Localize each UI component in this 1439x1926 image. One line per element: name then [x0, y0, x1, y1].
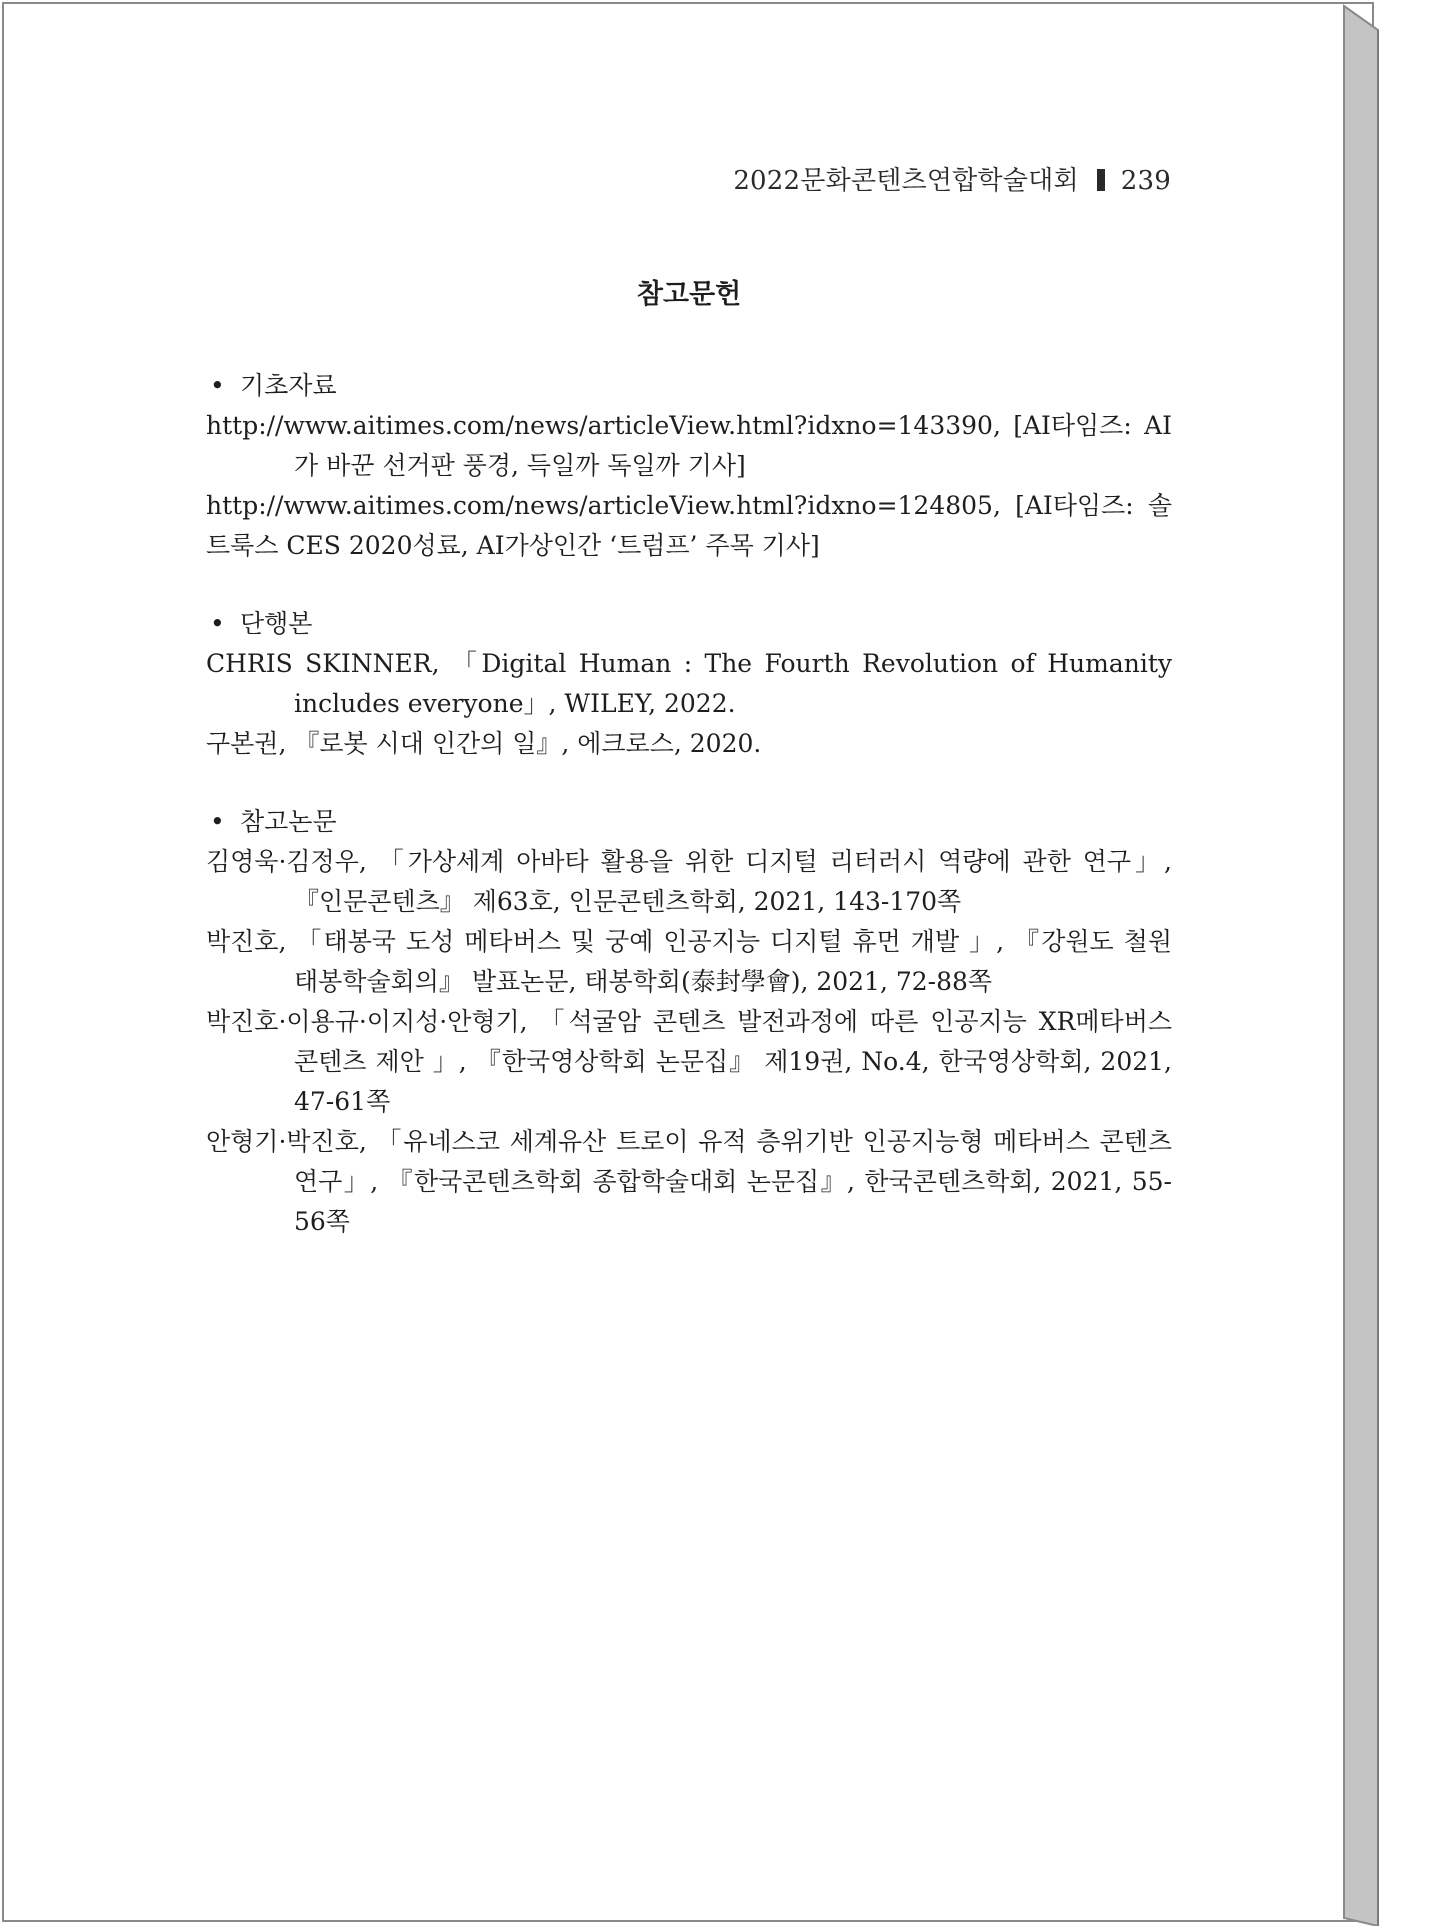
- reference-entry: CHRIS SKINNER, 「Digital Human : The Fourth Revolution of Humanity includes everyone」, WILEY, 2022.: [206, 649, 1172, 718]
- page-title: 참고문헌: [636, 279, 742, 310]
- section-heading: [210, 366, 1172, 406]
- reference-entry: 안형기·박진호, 「유네스코 세계유산 트로이 유적 층위기반 인공지능형 메타버스 콘텐츠 연구」, 『한국콘텐츠학회 종합학술대회 논문집』, 한국콘텐츠학회, 2021, 55-56쪽: [206, 1127, 1172, 1236]
- section-heading-text: 단행본: [240, 609, 313, 638]
- bullet-icon: •: [210, 609, 225, 638]
- bullet-icon: •: [210, 807, 225, 836]
- running-header: [733, 160, 1171, 197]
- reference-entry: 박진호·이용규·이지성·안형기, 「석굴암 콘텐츠 발전과정에 따른 인공지능 XR메타버스 콘텐츠 제안 」, 『한국영상학회 논문집』 제19권, No.4, 한국영상학회, 2021, 47-61쪽: [206, 1007, 1172, 1116]
- section-primary-sources: [206, 366, 1172, 566]
- section-papers: [206, 802, 1172, 1242]
- bullet-icon: •: [210, 371, 225, 400]
- section-heading-text: 참고논문: [240, 807, 337, 836]
- section-books: [206, 604, 1172, 764]
- references-body: [206, 366, 1172, 1280]
- reference-entry: 박진호, 「태봉국 도성 메타버스 및 궁예 인공지능 디지털 휴먼 개발 」, 『강원도 철원 태봉학술회의』 발표논문, 태봉학회(泰封學會), 2021, 72-88쪽: [206, 927, 1172, 996]
- section-heading: [210, 604, 1172, 644]
- page-number: 239: [1120, 166, 1171, 196]
- reference-entry: http://www.aitimes.com/news/articleView.html?idxno=124805, [AI타임즈: 솔트룩스 CES 2020성료, AI가상인간 ‘트럼프’ 주목 기사]: [206, 491, 1172, 560]
- running-title: 2022문화콘텐츠연합학술대회: [733, 166, 1079, 196]
- reference-entry: 구본권, 『로봇 시대 인간의 일』, 에크로스, 2020.: [206, 729, 762, 758]
- reference-entry: http://www.aitimes.com/news/articleView.html?idxno=143390, [AI타임즈: AI가 바꾼 선거판 풍경, 득일까 독일까 기사]: [206, 411, 1172, 480]
- reference-entry: 김영욱·김정우, 「가상세계 아바타 활용을 위한 디지털 리터러시 역량에 관한 연구」, 『인문콘텐츠』 제63호, 인문콘텐츠학회, 2021, 143-170쪽: [206, 847, 1172, 916]
- section-heading-text: 기초자료: [240, 371, 337, 400]
- header-divider-bar: [1097, 169, 1105, 191]
- section-heading: [210, 802, 1172, 842]
